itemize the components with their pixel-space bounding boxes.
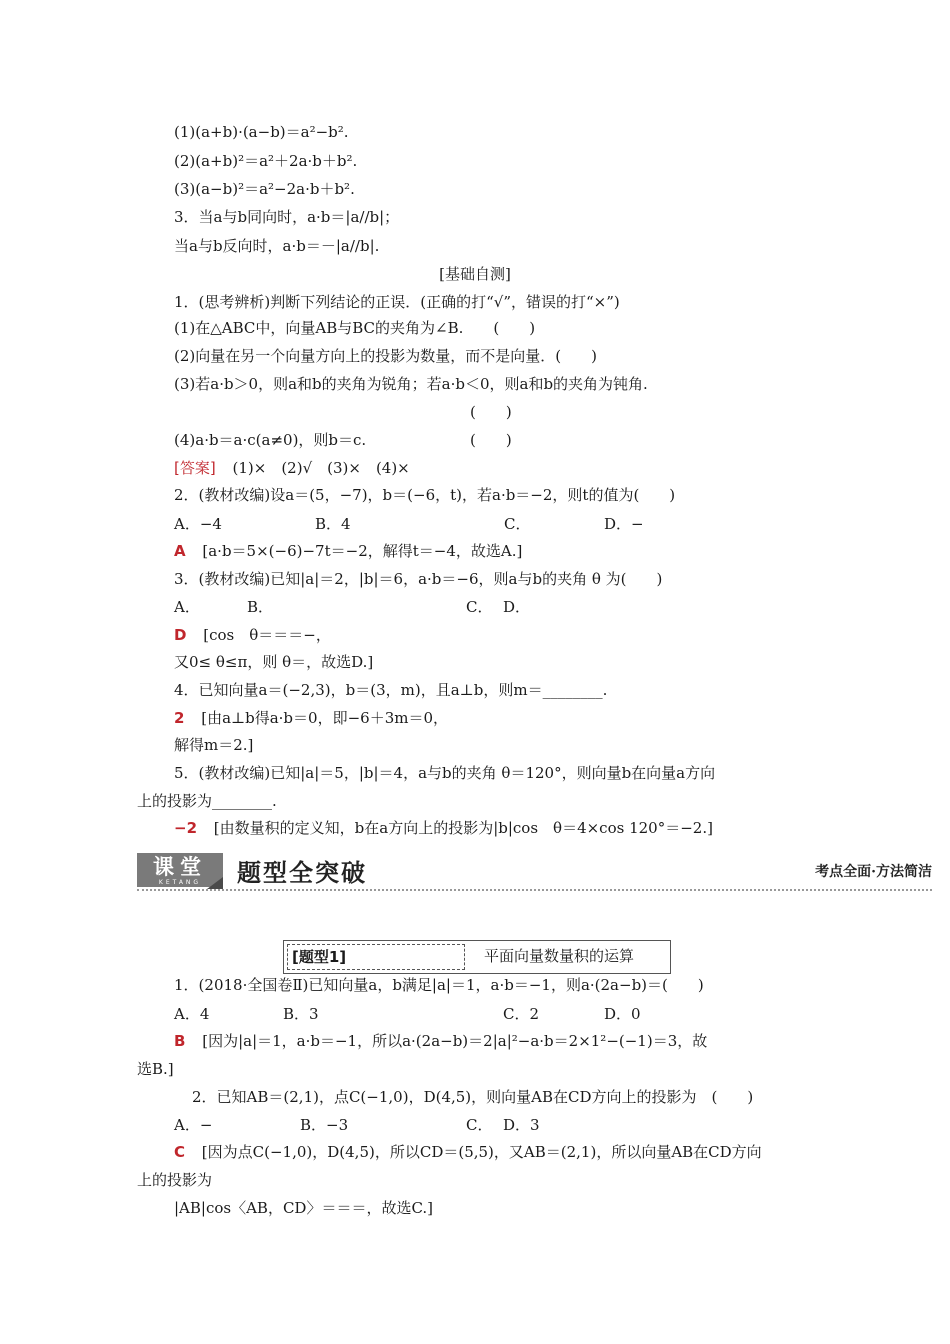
question-1-item-3-paren: ( ) [470, 403, 512, 421]
type-label: [题型1] [287, 944, 465, 970]
formula-line-1: (1)(a+b)·(a−b)＝a²−b². [174, 123, 349, 141]
answer-1 [174, 458, 410, 478]
p2-option-d: D．3 [503, 1116, 540, 1134]
section-banner [137, 851, 932, 895]
answer-text: [由数量积的定义知，b在a方向上的投影为|b|cos θ＝4×cos 120°＝−2.] [213, 819, 713, 837]
practice-answer-1-cont: 选B.] [137, 1060, 174, 1078]
answer-3-cont: 又0≤ θ≤π，则 θ＝，故选D.] [174, 653, 374, 671]
answer-tag: B [174, 1032, 186, 1050]
question-1-item-2: (2)向量在另一个向量方向上的投影为数量，而不是向量．( ) [174, 347, 597, 365]
banner-corner [207, 877, 223, 889]
answer-4 [174, 708, 448, 728]
practice-2: 2．已知AB＝(2,1)，点C(−1,0)，D(4,5)，则向量AB在CD方向上的投影为 ( ) [192, 1088, 754, 1106]
type-title: 平面向量数量积的运算 [484, 947, 635, 965]
answer-tag: [答案] [174, 459, 216, 477]
question-1-item-3: (3)若a·b＞0，则a和b的夹角为锐角；若a·b＜0，则a和b的夹角为钝角. [174, 375, 648, 393]
practice-answer-2-cont: 上的投影为 [137, 1171, 213, 1189]
answer-text: [因为点C(−1,0)，D(4,5)，所以CD＝(5,5)，又AB＝(2,1)，所以向量AB在CD方向 [201, 1143, 762, 1161]
banner-subtitle: 考点全面·方法简洁 [815, 864, 932, 880]
question-1: 1．(思考辨析)判断下列结论的正误．(正确的打“√”，错误的打“×”) [174, 293, 620, 311]
answer-tag: A [174, 542, 186, 560]
answer-text: (1)× (2)√ (3)× (4)× [232, 459, 410, 477]
answer-3 [174, 625, 331, 645]
p2-option-c: C． [466, 1116, 493, 1134]
answer-tag: C [174, 1143, 186, 1161]
p1-option-d: D．0 [604, 1005, 641, 1023]
q3-option-d: D． [503, 598, 531, 616]
type-header-box [283, 940, 671, 974]
banner-badge: 课堂 KETANG [137, 853, 223, 887]
formula-line-2: (2)(a+b)²＝a²＋2a·b＋b². [174, 152, 358, 170]
answer-text: [因为|a|＝1，a·b＝−1，所以a·(2a−b)＝2|a|²−a·b＝2×1²−(−1)＝3，故 [202, 1032, 708, 1050]
practice-1: 1．(2018·全国卷Ⅱ)已知向量a，b满足|a|＝1，a·b＝−1，则a·(2a−b)＝( ) [174, 976, 704, 994]
banner-divider [137, 889, 932, 891]
rule-line-2: 当a与b反向时，a·b＝－|a//b|. [174, 237, 380, 255]
answer-4-cont: 解得m＝2.] [174, 736, 254, 754]
formula-line-3: (3)(a−b)²＝a²−2a·b＋b². [174, 180, 355, 198]
q2-option-c: C． [504, 515, 531, 533]
rule-line-1: 3．当a与b同向时，a·b＝|a//b|； [174, 208, 400, 226]
answer-5 [174, 818, 713, 838]
q2-option-d: D．− [604, 515, 644, 533]
answer-tag: 2 [174, 709, 185, 727]
practice-answer-1 [174, 1031, 707, 1051]
q2-option-a: A．−4 [174, 515, 222, 533]
answer-text: [由a⊥b得a·b＝0，即−6＋3m＝0， [201, 709, 449, 727]
question-4: 4．已知向量a＝(−2,3)，b＝(3，m)，且a⊥b，则m＝________. [174, 681, 608, 699]
p1-option-c: C．2 [503, 1005, 540, 1023]
banner-title: 题型全突破 [237, 859, 367, 887]
question-2: 2．(教材改编)设a＝(5，−7)，b＝(−6，t)，若a·b＝−2，则t的值为( ) [174, 486, 676, 504]
p1-option-b: B．3 [283, 1005, 319, 1023]
question-5: 5．(教材改编)已知|a|＝5，|b|＝4，a与b的夹角 θ＝120°，则向量b在向量a方向 [174, 764, 716, 782]
p2-option-a: A．− [174, 1116, 213, 1134]
section-heading: [基础自测] [439, 265, 511, 283]
question-1-item-4: (4)a·b＝a·c(a≠0)，则b＝c. [174, 431, 367, 449]
practice-answer-2 [174, 1142, 762, 1162]
answer-2 [174, 541, 522, 561]
answer-tag: −2 [174, 819, 198, 837]
p2-option-b: B．−3 [300, 1116, 349, 1134]
answer-tag: D [174, 626, 187, 644]
question-1-item-4-paren: ( ) [470, 431, 512, 449]
answer-text: [cos θ＝＝＝−， [203, 626, 331, 644]
q2-option-b: B．4 [315, 515, 351, 533]
question-1-item-1: (1)在△ABC中，向量AB与BC的夹角为∠B. ( ) [174, 319, 536, 337]
question-3: 3．(教材改编)已知|a|＝2，|b|＝6，a·b＝−6，则a与b的夹角 θ 为( ) [174, 570, 663, 588]
answer-text: [a·b＝5×(−6)−7t＝−2，解得t＝−4，故选A.] [202, 542, 523, 560]
q3-option-b: B． [247, 598, 274, 616]
p1-option-a: A．4 [174, 1005, 210, 1023]
question-5-cont: 上的投影为________. [137, 792, 277, 810]
q3-option-c: C． [466, 598, 493, 616]
q3-option-a: A． [174, 598, 200, 616]
practice-answer-2-formula: |AB|cos〈AB，CD〉＝＝＝，故选C.] [174, 1199, 434, 1217]
